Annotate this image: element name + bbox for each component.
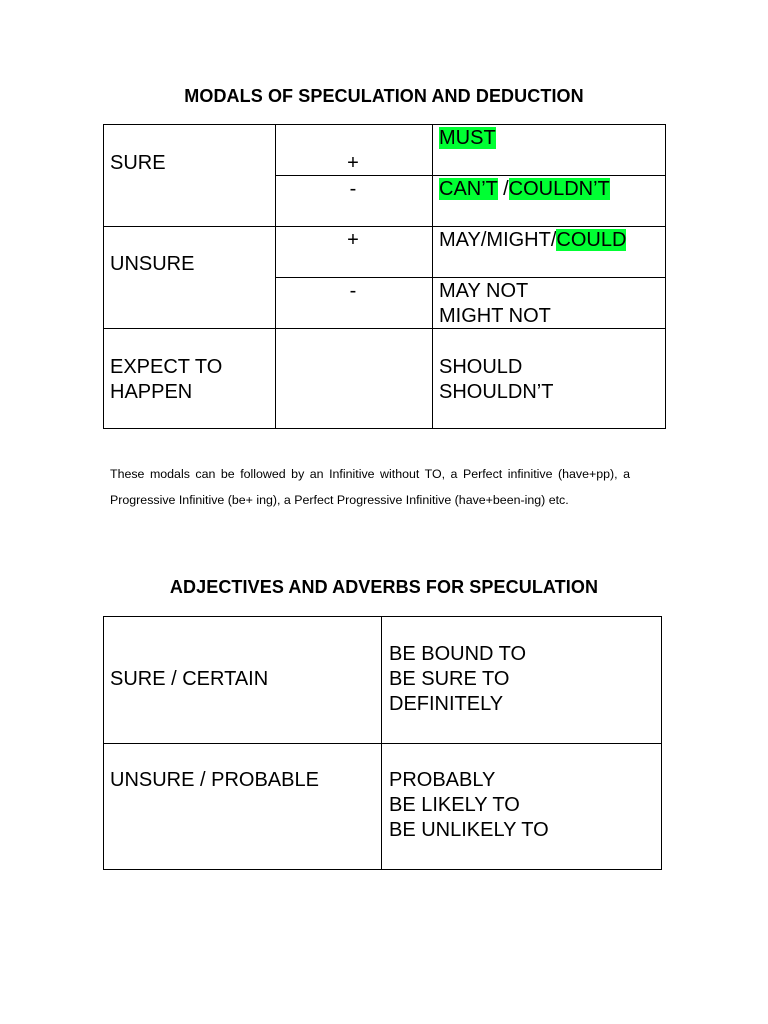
phrase-be-sure-to: BE SURE TO xyxy=(389,668,510,690)
adjectives-table xyxy=(103,616,662,870)
phrase-probably: PROBABLY xyxy=(389,769,496,791)
row-label-unsure: UNSURE xyxy=(110,253,195,275)
may-might-text: MAY/MIGHT/ xyxy=(439,229,557,251)
phrase-be-unlikely-to: BE UNLIKELY TO xyxy=(389,819,549,841)
sign-minus: - xyxy=(349,178,357,200)
row-divider xyxy=(104,743,661,744)
modal-must xyxy=(439,126,496,151)
sign-minus: - xyxy=(349,280,357,302)
sign-plus: + xyxy=(347,152,359,174)
phrase-be-bound-to: BE BOUND TO xyxy=(389,643,527,665)
row-divider xyxy=(104,226,665,227)
modal-may-not: MAY NOT xyxy=(439,280,529,302)
modal-cant-couldnt xyxy=(439,177,610,202)
row-divider xyxy=(104,328,665,329)
modal-might-not: MIGHT NOT xyxy=(439,305,551,327)
row-label-sure: SURE xyxy=(110,152,166,174)
highlight-could: COULD xyxy=(556,229,627,251)
highlight-couldnt: COULDN’T xyxy=(508,178,610,200)
phrase-be-likely-to: BE LIKELY TO xyxy=(389,794,520,816)
section-title-adjectives: ADJECTIVES AND ADVERBS FOR SPECULATION xyxy=(169,577,599,597)
row-label-expect: EXPECT TO xyxy=(110,356,223,378)
highlight-cant: CAN’T xyxy=(439,178,498,200)
modal-shouldnt: SHOULDN’T xyxy=(439,381,554,403)
row-label-happen: HAPPEN xyxy=(110,381,193,403)
modal-may-might-could xyxy=(439,228,626,253)
sign-plus: + xyxy=(347,229,359,251)
phrase-definitely: DEFINITELY xyxy=(389,693,504,715)
page-title-modals: MODALS OF SPECULATION AND DEDUCTION xyxy=(184,86,584,106)
modal-should: SHOULD xyxy=(439,356,523,378)
modals-table xyxy=(103,124,666,429)
row-label-sure-certain: SURE / CERTAIN xyxy=(110,668,269,690)
row-divider xyxy=(275,277,665,278)
explanation-paragraph: These modals can be followed by an Infinitive without TO, a Perfect infinitive (have+pp), a Progressive Infinitive (be+ ing), a Perfect Progressive Infinitive (have+been-ing) etc. xyxy=(110,467,630,507)
separator: / xyxy=(497,178,509,200)
highlight-must: MUST xyxy=(439,127,496,149)
row-label-unsure-probable: UNSURE / PROBABLE xyxy=(110,769,319,791)
